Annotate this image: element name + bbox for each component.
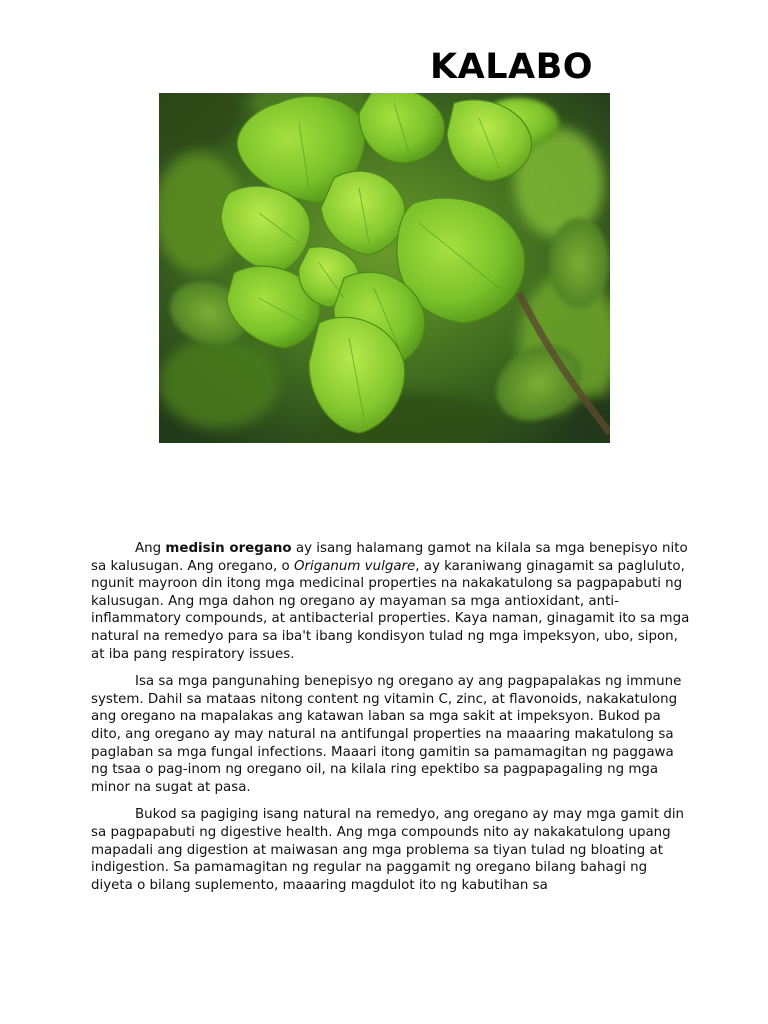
paragraph-1-mid: ay isang halamang gamot na kilala sa mga benepisyo nito sa kalusugan. Ang oregano, o [91,541,692,574]
paragraph-2: Isa sa mga pangunahing benepisyo ng oregano ay ang pagpapalakas ng immune system. Dahil sa mataas nitong content ng vitamin C, zinc, at flavonoids, nakakatulong ang oregano na mapalakas ang katawan laban sa mga sakit at impeksyon. Bukod pa dito, ang oregano ay may natural na antifungal properties na maaaring makatulong sa paglaban sa mga fungal infections. Maaari itong gamitin sa pamamagitan ng paggawa ng tsaa o pag-inom ng oregano oil, na kilala ring epektibo sa pagpapagaling ng mga minor na sugat at pasa. [91,674,686,795]
oregano-leaves-photo [159,93,610,443]
paragraph-1-italic-term: Origanum vulgare [293,558,416,574]
paragraph-1-tail: , ay karaniwang ginagamit sa pagluluto, ngunit mayroon din itong mga medicinal properties na nakakatulong sa pagpapabuti ng kalusugan. Ang mga dahon ng oregano ay mayaman sa mga antioxidant, anti-inflammatory compounds, at antibacterial properties. Kaya naman, ginagamit ito sa mga natural na remedyo para sa iba't ibang kondisyon tulad ng mga impeksyon, ubo, sipon, at iba pang respiratory issues. [91,558,694,662]
paragraph-3: Bukod sa pagiging isang natural na remedyo, ang oregano ay may mga gamit din sa pagpapabuti ng digestive health. Ang mga compounds nito ay nakakatulong upang mapadali ang digestion at maiwasan ang mga problema sa tiyan tulad ng bloating at indigestion. Sa pamamagitan ng regular na paggamit ng oregano bilang bahagi ng diyeta o bilang suplemento, maaaring magdulot ito ng kabutihan sa [91,807,689,893]
paragraph-1-bold-term: medisin oregano [165,541,292,556]
paragraph-1 [91,540,694,663]
body-text [91,540,694,904]
paragraph-1-lead: Ang [135,541,166,556]
page-title: KALABO [430,47,594,87]
